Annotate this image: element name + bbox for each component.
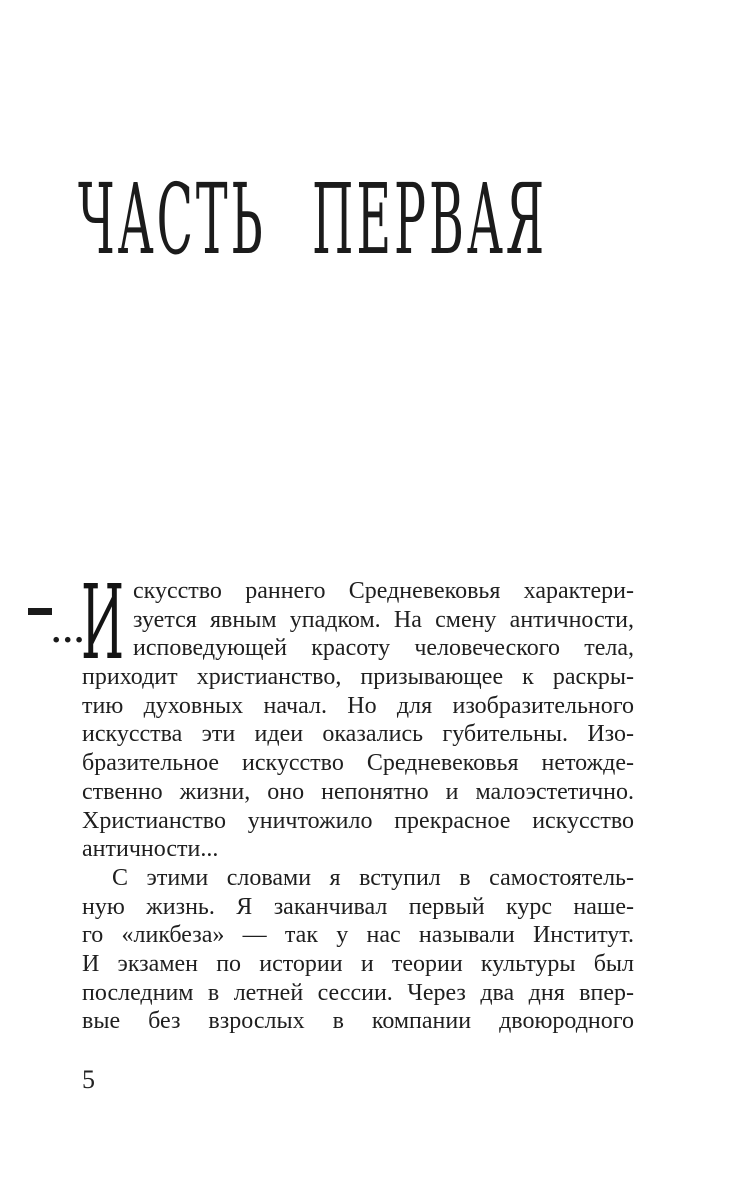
page-number: 5	[82, 1065, 95, 1094]
text-line: го «ликбеза» — так у нас называли Институт.	[82, 922, 634, 949]
text-line: зуется явным упадком. На смену античности,	[133, 606, 634, 633]
text-line: И экзамен по истории и теории культуры был	[82, 950, 634, 977]
text-line: искусства эти идеи оказались губительны. Изо-	[82, 721, 634, 748]
text-line: последним в летней сессии. Через два дня впер-	[82, 979, 634, 1006]
text-line: скусство раннего Средневековья характери-	[133, 578, 634, 604]
text-line: исповедующей красоту человеческого тела,	[133, 635, 634, 662]
text-line: бразительное искусство Средневековья нетожде-	[82, 750, 634, 777]
body-text-block	[51, 563, 634, 1036]
drop-cap: И	[81, 563, 125, 683]
text-line: Христианство уничтожило прекрасное искусство	[82, 807, 634, 834]
paragraph-2	[82, 864, 634, 1036]
paragraph-1	[81, 563, 634, 864]
text-line: ственно жизни, оно непонятно и малоэстетично.	[82, 778, 634, 805]
text-line: приходит христианство, призывающее к раскры-	[82, 664, 634, 691]
text-line: античности...	[82, 836, 219, 863]
dialogue-ellipsis: ...	[51, 615, 86, 650]
text-line: ную жизнь. Я заканчивал первый курс наше-	[82, 893, 634, 920]
chapter-title: ЧАСТЬ ПЕРВАЯ	[78, 163, 548, 276]
text-line: вые без взрослых в компании двоюродного	[82, 1008, 634, 1035]
text-line: С этими словами я вступил в самостоятель-	[112, 864, 634, 891]
text-line: тию духовных начал. Но для изобразительного	[82, 692, 634, 719]
dialogue-dash	[28, 608, 52, 615]
